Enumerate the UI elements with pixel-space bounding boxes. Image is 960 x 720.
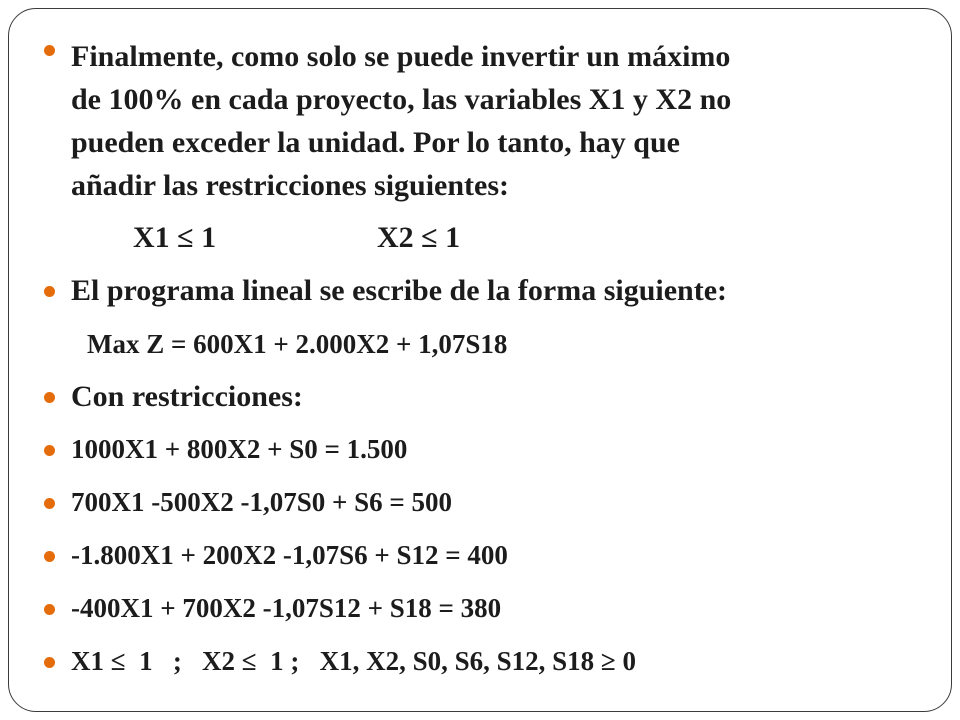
bullet-icon [44, 551, 55, 562]
bullet-icon [44, 604, 55, 615]
equation: -400X1 + 700X2 -1,07S12 + S18 = 380 [71, 593, 502, 623]
program-heading: El programa lineal se escribe de la forma siguiente: [71, 274, 728, 307]
paragraph-line: Finalmente, como solo se puede invertir un máximo [71, 40, 731, 73]
paragraph-line: pueden exceder la unidad. Por lo tanto, hay que [71, 126, 680, 159]
equation: 1000X1 + 800X2 + S0 = 1.500 [71, 434, 408, 464]
paragraph-line: añadir las restricciones siguientes: [71, 169, 510, 202]
bullet-icon [44, 392, 55, 403]
bullet-icon [44, 657, 55, 668]
objective-function: Max Z = 600X1 + 2.000X2 + 1,07S18 [87, 329, 508, 359]
bullet-icon [44, 45, 55, 56]
equation: X1 ≤ 1 ; X2 ≤ 1 ; X1, X2, S0, S6, S12, S18 ≥ 0 [71, 646, 636, 676]
constraint-x2: X2 ≤ 1 [377, 221, 461, 254]
bullet-icon [44, 498, 55, 509]
constraint-x1: X1 ≤ 1 [133, 221, 217, 254]
bullet-icon [44, 286, 55, 297]
restrictions-heading: Con restricciones: [71, 380, 303, 413]
equation: -1.800X1 + 200X2 -1,07S6 + S12 = 400 [71, 540, 508, 570]
equation: 700X1 -500X2 -1,07S0 + S6 = 500 [71, 487, 453, 517]
intro-paragraph [71, 35, 911, 207]
slide-frame [8, 8, 952, 712]
bullet-icon [44, 445, 55, 456]
paragraph-line: de 100% en cada proyecto, las variables X1 y X2 no [71, 83, 732, 116]
